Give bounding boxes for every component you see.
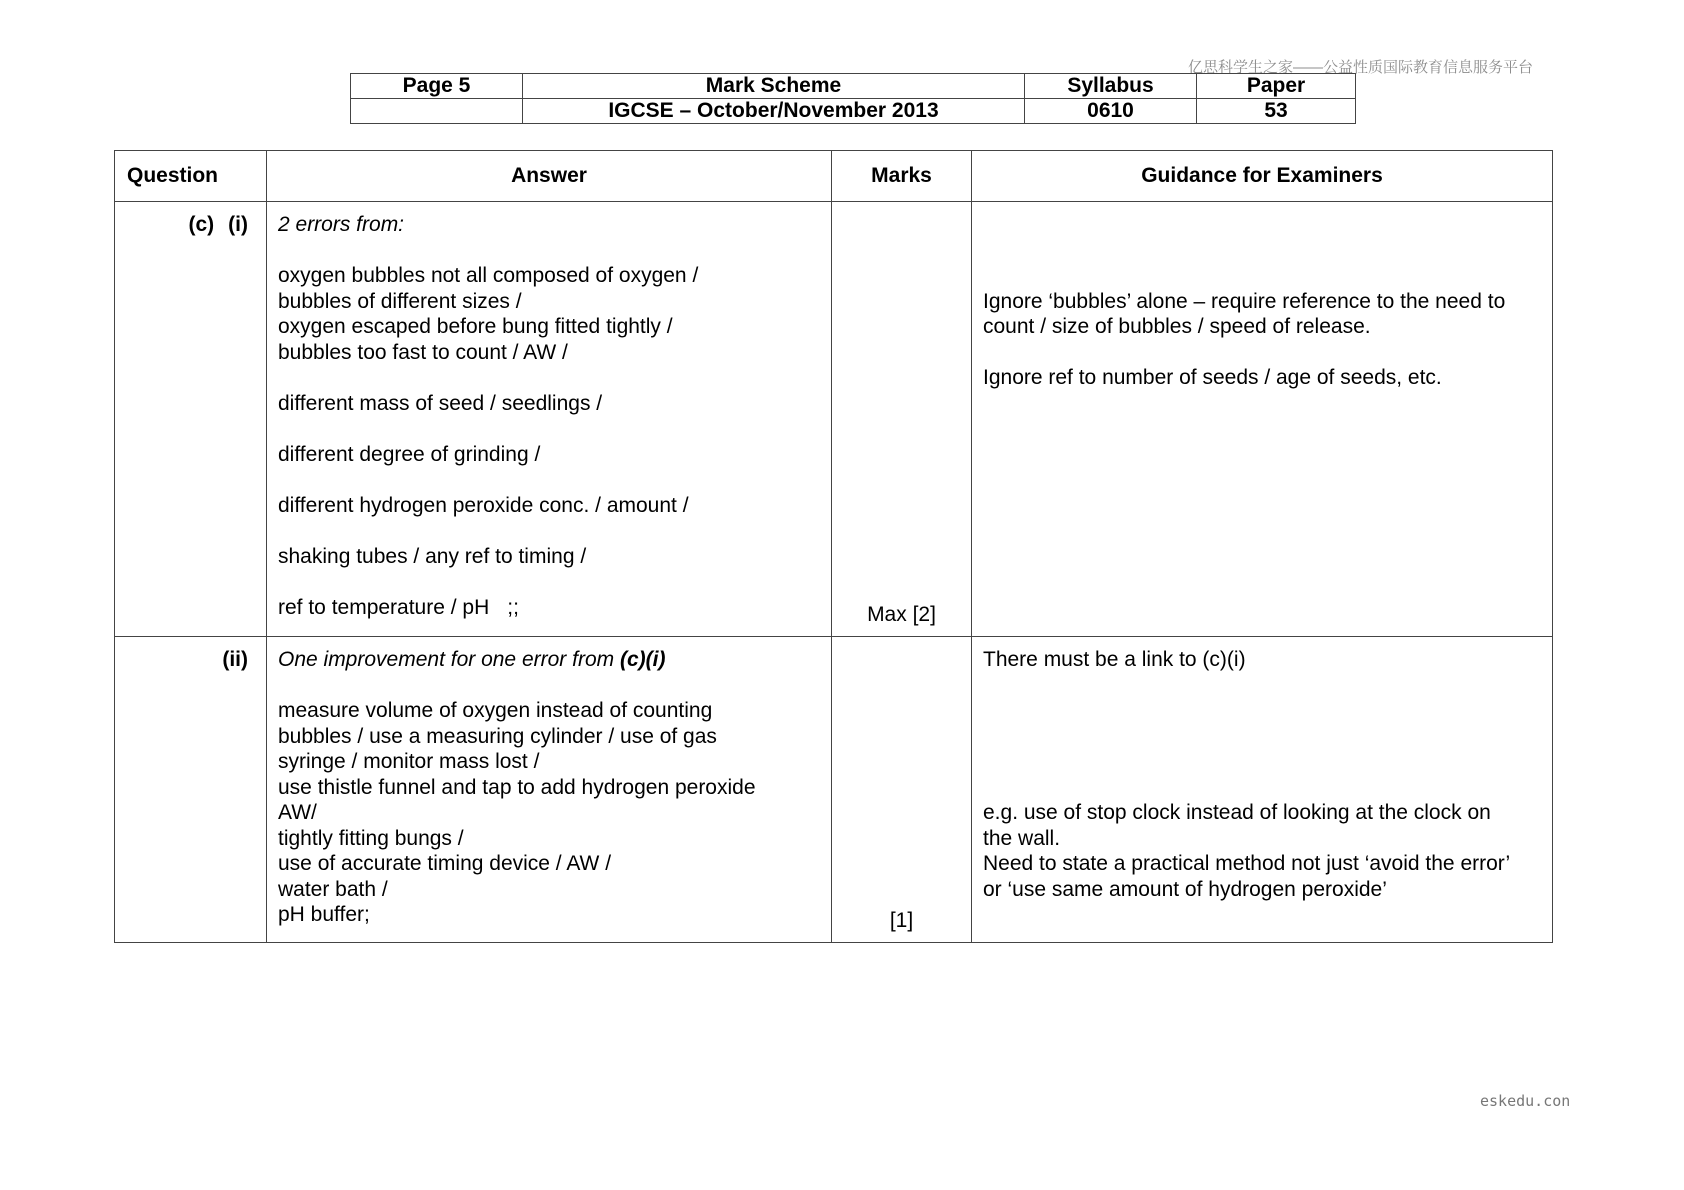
marks-cell-c-i [832,202,972,637]
answer-line: tightly fitting bungs / [278,826,464,850]
guidance-line: count / size of bubbles / speed of release. [983,315,1371,338]
guidance-line: or ‘use same amount of hydrogen peroxide’ [983,877,1387,901]
answer-line: measure volume of oxygen instead of counting [278,699,713,722]
answer-cell-c-ii [267,637,832,943]
marks-value: Max [2] [867,602,936,626]
guidance-cell-c-i [972,202,1553,637]
header-row-labels [351,74,1356,99]
question-subpart: (ii) [222,648,248,671]
mark-point-separator: ;; [507,595,519,619]
answer-text: ref to temperature / pH [278,595,490,619]
guidance-cell-c-ii [972,637,1553,943]
paper-number: 53 [1197,99,1356,124]
table-row-c-ii [115,637,1553,943]
answer-line: different degree of grinding / [278,442,541,466]
answer-line: water bath / [278,877,388,901]
page-header-table [350,73,1356,124]
header-empty-cell [351,99,523,124]
answer-line: bubbles too fast to count / AW / [278,340,568,364]
answer-line: oxygen escaped before bung fitted tightly / [278,315,673,338]
answer-line: bubbles / use a measuring cylinder / use of gas [278,724,717,748]
guidance-line: Ignore ref to number of seeds / age of seeds, etc. [983,366,1442,389]
guidance-line: Need to state a practical method not just ‘avoid the error’ [983,852,1511,875]
guidance-column-header: Guidance for Examiners [972,151,1553,202]
table-header-row [115,151,1553,202]
question-part: (c) [188,213,215,236]
answer-line: use of accurate timing device / AW / [278,852,612,875]
answer-line: pH buffer; [278,903,370,926]
answer-intro-text: One improvement for one error from [278,648,620,671]
syllabus-code: 0610 [1025,99,1197,124]
answer-line: AW/ [278,801,317,824]
answer-intro: 2 errors from: [278,213,405,236]
watermark-bottom-text: eskedu.con [1480,1092,1571,1110]
marks-cell-c-ii [832,637,972,943]
question-subpart: (i) [228,213,248,236]
answer-line: different mass of seed / seedlings / [278,391,603,415]
answer-line: oxygen bubbles not all composed of oxygen / [278,264,699,287]
answer-line: syringe / monitor mass lost / [278,750,540,773]
guidance-line: There must be a link to (c)(i) [983,648,1246,671]
question-number-c-ii [115,637,267,943]
guidance-line: e.g. use of stop clock instead of looking at the clock on [983,801,1491,824]
answer-line: use thistle funnel and tap to add hydrogen peroxide [278,775,756,799]
guidance-line: the wall. [983,826,1061,850]
page-number: Page 5 [351,74,523,99]
question-column-header: Question [115,151,267,202]
table-row-c-i [115,202,1553,637]
header-row-values [351,99,1356,124]
mark-scheme-table [114,150,1553,943]
answer-line: bubbles of different sizes / [278,289,522,313]
answer-intro-ref: (c)(i) [619,648,666,671]
watermark-top-text: 亿思科学生之家——公益性质国际教育信息服务平台 [1188,59,1534,76]
answer-line: different hydrogen peroxide conc. / amount / [278,493,689,517]
answer-line-last [278,595,821,621]
paper-label: Paper [1197,74,1356,99]
exam-session: IGCSE – October/November 2013 [523,99,1025,124]
question-number-c-i [115,202,267,637]
guidance-line: Ignore ‘bubbles’ alone – require reference to the need to [983,289,1506,313]
marks-column-header: Marks [832,151,972,202]
syllabus-label: Syllabus [1025,74,1197,99]
answer-column-header: Answer [267,151,832,202]
answer-intro [278,647,821,673]
mark-scheme-label: Mark Scheme [523,74,1025,99]
answer-cell-c-i [267,202,832,637]
answer-line: shaking tubes / any ref to timing / [278,544,587,568]
marks-value: [1] [889,908,914,932]
